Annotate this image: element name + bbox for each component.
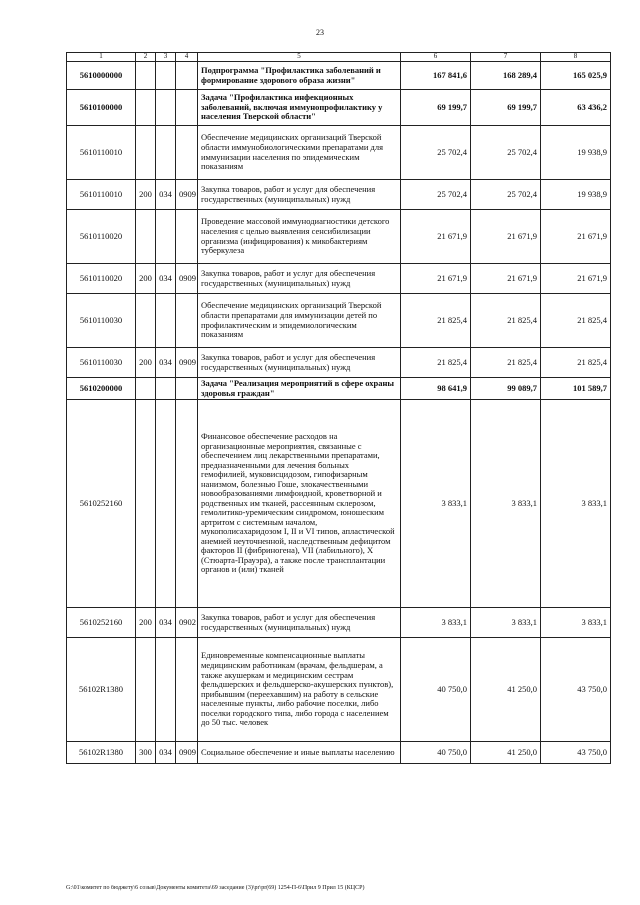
row-value-year3: 43 750,0	[541, 742, 611, 764]
row-value-year1: 167 841,6	[401, 62, 471, 90]
row-value-year3: 21 671,9	[541, 210, 611, 264]
table-row	[67, 180, 611, 210]
row-value-year2: 25 702,4	[471, 126, 541, 180]
row-expense-type: 300	[136, 742, 156, 764]
row-name: Проведение массовой иммунодиагностики детского населения с целью выявления сенсибилизации организма (инфицирования) к микобактериям туберкулеза	[198, 210, 401, 264]
row-value-year3: 21 825,4	[541, 294, 611, 348]
row-section-code	[176, 126, 198, 180]
row-value-year3: 21 825,4	[541, 348, 611, 378]
row-admin-code	[156, 90, 176, 126]
row-name: Задача "Профилактика инфекционных заболеваний, включая иммунопрофилактику у населения Тверской области"	[198, 90, 401, 126]
row-code: 5610110020	[67, 210, 136, 264]
header-cell: 3	[156, 53, 176, 62]
row-value-year2: 21 671,9	[471, 264, 541, 294]
row-section-code	[176, 210, 198, 264]
row-admin-code	[156, 378, 176, 400]
row-value-year1: 25 702,4	[401, 126, 471, 180]
row-section-code: 0909	[176, 180, 198, 210]
row-code: 5610110010	[67, 126, 136, 180]
row-name: Единовременные компенсационные выплаты медицинским работникам (врачам, фельдшерам, а также акушеркам и медицинским сестрам фельдшерских и фельдшерско-акушерских пунктов), прибывшим (переехавшим) на работу в сельские населенные пункты, либо рабочие поселки, либо поселки городского типа, либо города с населением до 50 тыс. человек	[198, 638, 401, 742]
row-value-year2: 21 825,4	[471, 294, 541, 348]
row-value-year2: 41 250,0	[471, 638, 541, 742]
row-value-year2: 41 250,0	[471, 742, 541, 764]
row-section-code	[176, 294, 198, 348]
row-value-year1: 21 825,4	[401, 348, 471, 378]
row-section-code	[176, 638, 198, 742]
row-admin-code: 034	[156, 264, 176, 294]
table-row	[67, 294, 611, 348]
row-value-year2: 69 199,7	[471, 90, 541, 126]
row-admin-code	[156, 126, 176, 180]
row-expense-type: 200	[136, 264, 156, 294]
row-code: 5610200000	[67, 378, 136, 400]
table-row	[67, 400, 611, 608]
row-expense-type	[136, 90, 156, 126]
row-value-year2: 21 825,4	[471, 348, 541, 378]
header-cell: 4	[176, 53, 198, 62]
row-section-code	[176, 90, 198, 126]
row-value-year1: 98 641,9	[401, 378, 471, 400]
row-admin-code	[156, 400, 176, 608]
row-admin-code: 034	[156, 180, 176, 210]
row-code: 5610100000	[67, 90, 136, 126]
row-section-code: 0909	[176, 742, 198, 764]
row-value-year3: 43 750,0	[541, 638, 611, 742]
row-value-year1: 40 750,0	[401, 742, 471, 764]
row-value-year1: 21 825,4	[401, 294, 471, 348]
table-row	[67, 264, 611, 294]
table-body	[67, 62, 611, 764]
row-expense-type	[136, 126, 156, 180]
row-code: 5610000000	[67, 62, 136, 90]
budget-table	[66, 52, 611, 764]
row-value-year1: 40 750,0	[401, 638, 471, 742]
header-cell: 2	[136, 53, 156, 62]
row-value-year1: 21 671,9	[401, 210, 471, 264]
row-value-year2: 168 289,4	[471, 62, 541, 90]
header-cell: 6	[401, 53, 471, 62]
row-admin-code: 034	[156, 608, 176, 638]
row-value-year3: 3 833,1	[541, 608, 611, 638]
row-name: Закупка товаров, работ и услуг для обеспечения государственных (муниципальных) нужд	[198, 180, 401, 210]
row-section-code	[176, 378, 198, 400]
row-admin-code: 034	[156, 348, 176, 378]
row-value-year3: 19 938,9	[541, 126, 611, 180]
row-expense-type: 200	[136, 180, 156, 210]
table-row	[67, 62, 611, 90]
table-row	[67, 638, 611, 742]
row-expense-type	[136, 62, 156, 90]
row-value-year2: 99 089,7	[471, 378, 541, 400]
row-value-year1: 25 702,4	[401, 180, 471, 210]
row-admin-code	[156, 638, 176, 742]
row-name: Закупка товаров, работ и услуг для обеспечения государственных (муниципальных) нужд	[198, 608, 401, 638]
row-code: 5610252160	[67, 608, 136, 638]
row-value-year1: 3 833,1	[401, 608, 471, 638]
row-expense-type	[136, 638, 156, 742]
header-cell: 5	[198, 53, 401, 62]
row-value-year3: 19 938,9	[541, 180, 611, 210]
row-admin-code	[156, 210, 176, 264]
row-admin-code	[156, 294, 176, 348]
row-expense-type	[136, 294, 156, 348]
row-expense-type	[136, 378, 156, 400]
header-cell: 7	[471, 53, 541, 62]
row-admin-code: 034	[156, 742, 176, 764]
row-section-code: 0909	[176, 348, 198, 378]
row-name: Подпрограмма "Профилактика заболеваний и формирование здорового образа жизни"	[198, 62, 401, 90]
row-section-code: 0909	[176, 264, 198, 294]
page-number: 23	[316, 28, 324, 37]
row-expense-type	[136, 210, 156, 264]
row-value-year1: 69 199,7	[401, 90, 471, 126]
row-value-year3: 63 436,2	[541, 90, 611, 126]
row-section-code	[176, 62, 198, 90]
header-row	[67, 53, 611, 62]
row-code: 5610110030	[67, 348, 136, 378]
row-code: 5610110030	[67, 294, 136, 348]
table-row	[67, 608, 611, 638]
row-name: Обеспечение медицинских организаций Тверской области иммунобиологическими препаратами для иммунизации населения по эпидемическим показаниям	[198, 126, 401, 180]
table-row	[67, 378, 611, 400]
row-section-code	[176, 400, 198, 608]
row-value-year3: 101 589,7	[541, 378, 611, 400]
row-code: 5610110020	[67, 264, 136, 294]
row-name: Социальное обеспечение и иные выплаты населению	[198, 742, 401, 764]
row-name: Финансовое обеспечение расходов на организационные мероприятия, связанные с обеспечением лиц лекарственными препаратами, предназначенными для лечения больных гемофилией, муковисцидозом, гипофизарным нанизмом, болезнью Гоше, злокачественными новообразованиями лимфоидной, кроветворной и родственных им тканей, рассеянным склерозом, гемолитико-уремическим синдромом, юношеским артритом с системным началом, мукополисахаридозом I, II и VI типов, апластической анемией неуточненной, наследственным дефицитом факторов II (фибриногена), VII (лабильного), X (Стюарта-Прауэра), а также после трансплантации органов и (или) тканей	[198, 400, 401, 608]
row-value-year2: 3 833,1	[471, 608, 541, 638]
row-value-year1: 3 833,1	[401, 400, 471, 608]
row-value-year3: 3 833,1	[541, 400, 611, 608]
row-value-year3: 21 671,9	[541, 264, 611, 294]
row-code: 5610252160	[67, 400, 136, 608]
table-row	[67, 348, 611, 378]
row-value-year1: 21 671,9	[401, 264, 471, 294]
header-cell: 1	[67, 53, 136, 62]
row-value-year3: 165 025,9	[541, 62, 611, 90]
table-row	[67, 126, 611, 180]
table-row	[67, 742, 611, 764]
row-name: Закупка товаров, работ и услуг для обеспечения государственных (муниципальных) нужд	[198, 348, 401, 378]
row-code: 56102R1380	[67, 638, 136, 742]
row-value-year2: 3 833,1	[471, 400, 541, 608]
header-cell: 8	[541, 53, 611, 62]
row-value-year2: 21 671,9	[471, 210, 541, 264]
row-name: Задача "Реализация мероприятий в сфере охраны здоровья граждан"	[198, 378, 401, 400]
row-section-code: 0902	[176, 608, 198, 638]
row-expense-type: 200	[136, 608, 156, 638]
file-path-footer: G:\01\комитет по бюджету\6 созыв\Документы комитета\69 заседание (3)\pr\pr(69) 1254-П-6\Прил 9 Прил 15 (КЦСР)	[66, 885, 365, 891]
table-row	[67, 90, 611, 126]
row-name: Закупка товаров, работ и услуг для обеспечения государственных (муниципальных) нужд	[198, 264, 401, 294]
row-expense-type: 200	[136, 348, 156, 378]
table-row	[67, 210, 611, 264]
row-expense-type	[136, 400, 156, 608]
row-value-year2: 25 702,4	[471, 180, 541, 210]
row-code: 56102R1380	[67, 742, 136, 764]
row-code: 5610110010	[67, 180, 136, 210]
row-admin-code	[156, 62, 176, 90]
row-name: Обеспечение медицинских организаций Тверской области препаратами для иммунизации детей по профилактическим и эпидемиологическим показаниям	[198, 294, 401, 348]
